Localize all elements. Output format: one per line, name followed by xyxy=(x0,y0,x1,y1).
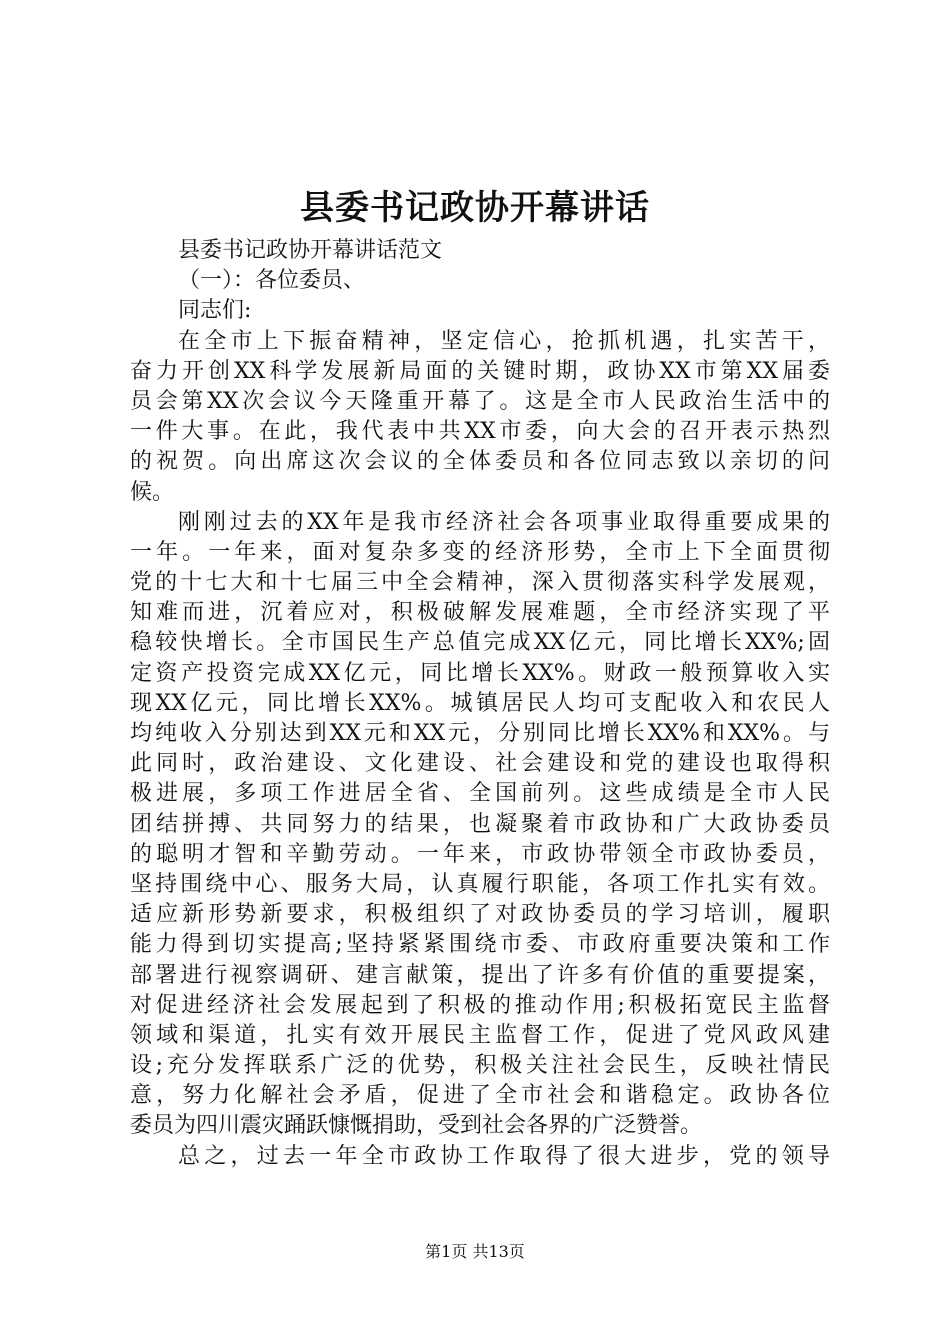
text-line: 一年。一年来，面对复杂多变的经济形势，全市上下全面贯彻 xyxy=(130,539,830,565)
text-line: 县委书记政协开幕讲话范文 xyxy=(178,238,443,263)
text-line: 奋力开创XX科学发展新局面的关键时期，政协XX市第XX届委 xyxy=(130,358,830,384)
text-line: 坚持围绕中心、服务大局，认真履行职能，各项工作扎实有效。 xyxy=(130,871,830,897)
text-line: 适应新形势新要求，积极组织了对政协委员的学习培训，履职 xyxy=(130,902,830,928)
text-line: 刚刚过去的XX年是我市经济社会各项事业取得重要成果的 xyxy=(178,509,830,535)
text-line: 意，努力化解社会矛盾，促进了全市社会和谐稳定。政协各位 xyxy=(130,1083,830,1109)
text-line: 稳较快增长。全市国民生产总值完成XX亿元，同比增长XX%;固 xyxy=(130,630,830,656)
text-line: 候。 xyxy=(130,479,175,505)
text-line: 一件大事。在此，我代表中共XX市委，向大会的召开表示热烈 xyxy=(130,419,830,445)
text-line: 领域和渠道，扎实有效开展民主监督工作，促进了党风政风建 xyxy=(130,1022,830,1048)
text-line: 的祝贺。向出席这次会议的全体委员和各位同志致以亲切的问 xyxy=(130,449,830,475)
page-footer: 第1页 共13页 xyxy=(425,1242,525,1261)
text-line: 对促进经济社会发展起到了积极的推动作用;积极拓宽民主监督 xyxy=(130,992,830,1018)
text-line: 知难而进，沉着应对，积极破解发展难题，全市经济实现了平 xyxy=(130,600,830,626)
text-line: 极进展，多项工作进居全省、全国前列。这些成绩是全市人民 xyxy=(130,781,830,807)
document-title: 县委书记政协开幕讲话 xyxy=(300,188,650,228)
text-line: 在全市上下振奋精神，坚定信心，抢抓机遇，扎实苦干， xyxy=(178,328,830,354)
text-line: 员会第XX次会议今天隆重开幕了。这是全市人民政治生活中的 xyxy=(130,388,830,414)
text-line: 党的十七大和十七届三中全会精神，深入贯彻落实科学发展观， xyxy=(130,570,830,596)
document-body xyxy=(130,236,830,1172)
text-line: 总之，过去一年全市政协工作取得了很大进步，党的领导 xyxy=(178,1143,830,1169)
text-line: 委员为四川震灾踊跃慷慨捐助，受到社会各界的广泛赞誉。 xyxy=(130,1113,703,1139)
text-line: 部署进行视察调研、建言献策，提出了许多有价值的重要提案， xyxy=(130,962,830,988)
text-line: （一）：各位委员、 xyxy=(178,268,366,294)
text-line: 同志们: xyxy=(178,298,252,324)
text-line: 此同时，政治建设、文化建设、社会建设和党的建设也取得积 xyxy=(130,751,830,777)
text-line: 现XX亿元，同比增长XX%。城镇居民人均可支配收入和农民人 xyxy=(130,690,830,716)
text-line: 团结拼搏、共同努力的结果，也凝聚着市政协和广大政协委员 xyxy=(130,811,830,837)
text-line: 设;充分发挥联系广泛的优势，积极关注社会民生，反映社情民 xyxy=(130,1053,830,1079)
text-line: 定资产投资完成XX亿元，同比增长XX%。财政一般预算收入实 xyxy=(130,660,830,686)
text-line: 能力得到切实提高;坚持紧紧围绕市委、市政府重要决策和工作 xyxy=(130,932,830,958)
text-line: 的聪明才智和辛勤劳动。一年来，市政协带领全市政协委员， xyxy=(130,841,830,867)
text-line: 均纯收入分别达到XX元和XX元，分别同比增长XX%和XX%。与 xyxy=(130,721,830,746)
